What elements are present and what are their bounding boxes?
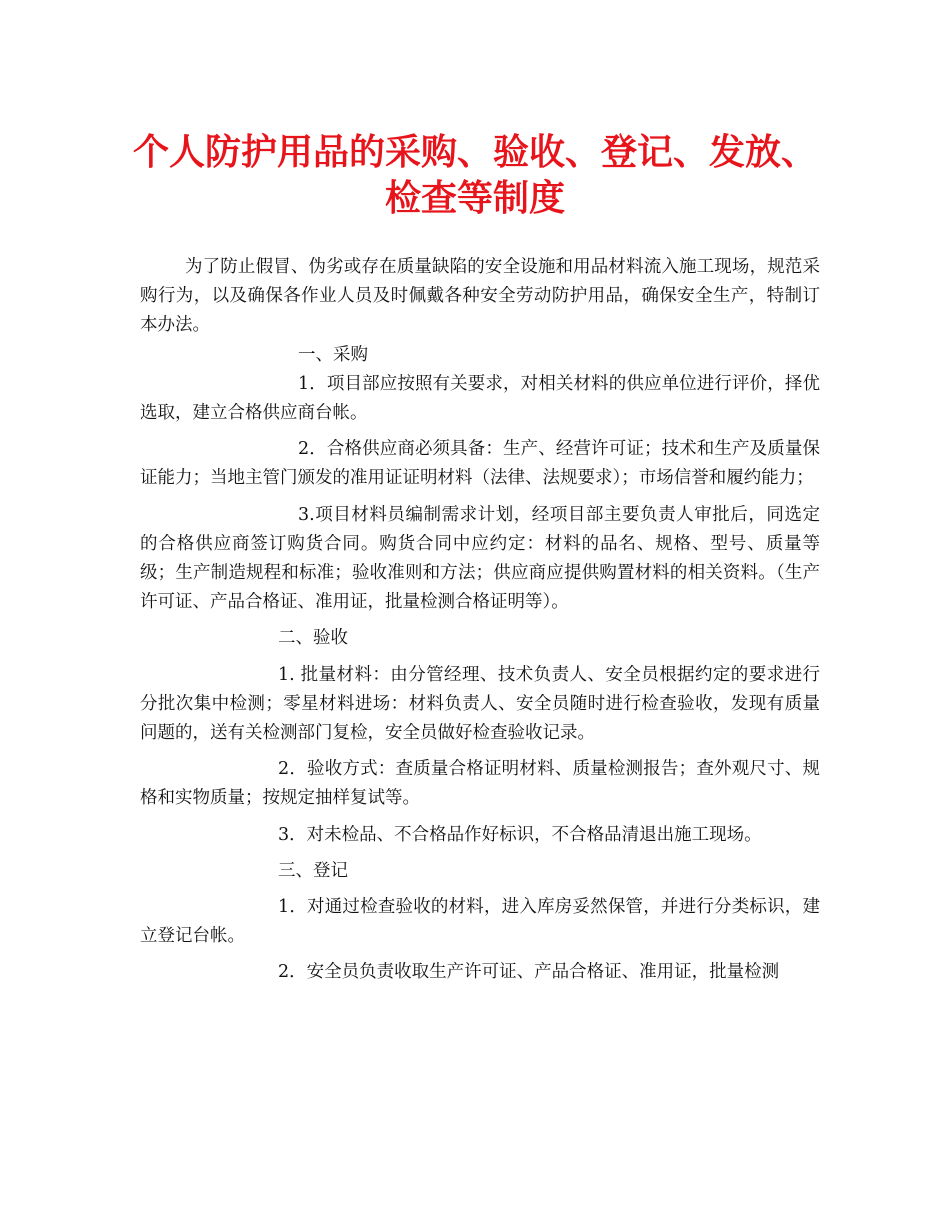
purchase-item-3: 3.项目材料员编制需求计划，经项目部主要负责人审批后，同选定的合格供应商签订购货合同。购货合同中应约定：材料的品名、规格、型号、质量等级；生产制造规程和标准；验收准则和方法；供应商应提供购置材料的相关资料。（生产许可证、产品合格证、准用证，批量检测合格证明等）。 [140,504,820,613]
acceptance-item-1: 1. 批量材料：由分管经理、技术负责人、安全员根据约定的要求进行分批次集中检测；零星材料进场：材料负责人、安全员随时进行检查验收，发现有质量问题的，送有关检测部门复检，安全员做好检查验收记录。 [140,664,820,744]
purchase-item-1: 1．项目部应按照有关要求，对相关材料的供应单位进行评价，择优选取，建立合格供应商台帐。 [140,373,820,424]
acceptance-item-3: 3．对未检品、不合格品作好标识，不合格品清退出施工现场。 [278,824,762,845]
section-heading-registration: 三、登记 [278,860,348,881]
registration-item-2: 2．安全员负责收取生产许可证、产品合格证、准用证，批量检测 [278,962,780,983]
registration-item-1: 1．对通过检查验收的材料，进入库房妥然保管，并进行分类标识，建立登记台帐。 [140,897,820,947]
intro-paragraph: 为了防止假冒、伪劣或存在质量缺陷的安全设施和用品材料流入施工现场，规范采购行为，以及确保各作业人员及时佩戴各种安全劳动防护用品，确保安全生产，特制订本办法。 [140,257,820,336]
section-heading-acceptance: 二、验收 [278,628,348,649]
purchase-item-2: 2．合格供应商必须具备：生产、经营许可证；技术和生产及质量保证能力；当地主管门颁发的准用证证明材料（法律、法规要求）；市场信誉和履约能力； [140,439,820,489]
document-title-line-2: 检查等制度 [384,177,565,219]
section-heading-purchase: 一、采购 [298,344,368,365]
document-title-line-1: 个人防护用品的采购、验收、登记、发放、 [132,131,817,173]
acceptance-item-2: 2．验收方式：查质量合格证明材料、质量检测报告；查外观尺寸、规格和实物质量；按规定抽样复试等。 [140,759,820,809]
document-body [140,253,820,988]
